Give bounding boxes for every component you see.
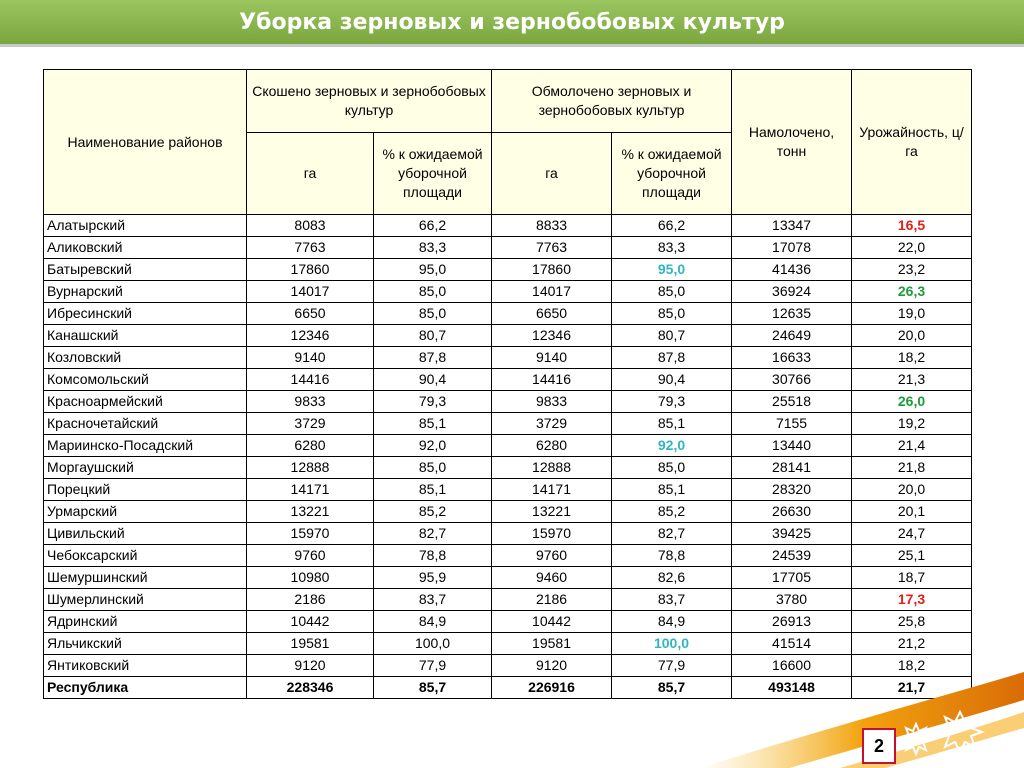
cell-yield: 18,7: [852, 567, 972, 589]
cell-thr-ha: 9760: [492, 545, 612, 567]
cell-name: Комсомольский: [44, 369, 247, 391]
cell-yield: 21,8: [852, 457, 972, 479]
cell-thr-pct: 85,0: [612, 457, 732, 479]
cell-mowed-pct: 82,7: [374, 523, 492, 545]
cell-name: Вурнарский: [44, 281, 247, 303]
cell-yield: 21,4: [852, 435, 972, 457]
cell-yield: 24,7: [852, 523, 972, 545]
cell-name: Канашский: [44, 325, 247, 347]
cell-thr-pct: 82,7: [612, 523, 732, 545]
cell-thr-pct: 87,8: [612, 347, 732, 369]
cell-thr-pct: 79,3: [612, 391, 732, 413]
cell-thr-pct: 66,2: [612, 215, 732, 237]
cell-mowed-pct: 95,9: [374, 567, 492, 589]
cell-yield: 18,2: [852, 347, 972, 369]
cell-thr-ha: 19581: [492, 633, 612, 655]
cell-thr-pct: 100,0: [612, 633, 732, 655]
cell-mowed-ha: 3729: [247, 413, 374, 435]
cell-thr-ha: 12888: [492, 457, 612, 479]
cell-thr-ha: 12346: [492, 325, 612, 347]
cell-thr-ha: 9833: [492, 391, 612, 413]
cell-yield: 23,2: [852, 259, 972, 281]
cell-thr-ha: 2186: [492, 589, 612, 611]
cell-name: Аликовский: [44, 237, 247, 259]
cell-thr-pct: 78,8: [612, 545, 732, 567]
cell-tons: 30766: [732, 369, 852, 391]
cell-name: Республика: [44, 677, 247, 699]
cell-tons: 13440: [732, 435, 852, 457]
cell-thr-pct: 92,0: [612, 435, 732, 457]
cell-yield: 18,2: [852, 655, 972, 677]
cell-thr-pct: 85,7: [612, 677, 732, 699]
cell-mowed-ha: 10442: [247, 611, 374, 633]
cell-thr-ha: 9140: [492, 347, 612, 369]
cell-tons: 41514: [732, 633, 852, 655]
cell-mowed-pct: 85,0: [374, 457, 492, 479]
cell-mowed-ha: 15970: [247, 523, 374, 545]
header-district: Наименование районов: [44, 70, 247, 215]
cell-thr-ha: 226916: [492, 677, 612, 699]
cell-thr-pct: 85,0: [612, 303, 732, 325]
cell-thr-pct: 95,0: [612, 259, 732, 281]
cell-mowed-pct: 80,7: [374, 325, 492, 347]
cell-mowed-pct: 85,1: [374, 413, 492, 435]
cell-mowed-pct: 84,9: [374, 611, 492, 633]
cell-yield: 22,0: [852, 237, 972, 259]
cell-yield: 25,1: [852, 545, 972, 567]
cell-mowed-ha: 14017: [247, 281, 374, 303]
cell-thr-ha: 7763: [492, 237, 612, 259]
cell-name: Красночетайский: [44, 413, 247, 435]
cell-mowed-pct: 85,7: [374, 677, 492, 699]
cell-tons: 25518: [732, 391, 852, 413]
cell-mowed-pct: 100,0: [374, 633, 492, 655]
cell-tons: 26630: [732, 501, 852, 523]
cell-thr-pct: 85,1: [612, 413, 732, 435]
cell-mowed-ha: 9120: [247, 655, 374, 677]
cell-name: Ядринский: [44, 611, 247, 633]
cell-yield: 21,2: [852, 633, 972, 655]
cell-mowed-pct: 92,0: [374, 435, 492, 457]
cell-thr-ha: 6650: [492, 303, 612, 325]
cell-name: Шемуршинский: [44, 567, 247, 589]
cell-thr-ha: 3729: [492, 413, 612, 435]
header-mowed-ha: га: [247, 133, 374, 215]
cell-thr-pct: 85,1: [612, 479, 732, 501]
cell-tons: 39425: [732, 523, 852, 545]
cell-mowed-ha: 14416: [247, 369, 374, 391]
cell-thr-ha: 9460: [492, 567, 612, 589]
cell-name: Красноармейский: [44, 391, 247, 413]
cell-mowed-pct: 66,2: [374, 215, 492, 237]
slide-title: Уборка зерновых и зернобобовых культур: [239, 9, 785, 35]
header-threshed: Обмолочено зерновых и зернобобовых культур: [492, 70, 732, 133]
cell-thr-ha: 14416: [492, 369, 612, 391]
header-harvested: Намолочено, тонн: [732, 70, 852, 215]
cell-tons: 26913: [732, 611, 852, 633]
cell-thr-pct: 85,2: [612, 501, 732, 523]
cell-name: Батыревский: [44, 259, 247, 281]
cell-thr-ha: 17860: [492, 259, 612, 281]
cell-yield: 16,5: [852, 215, 972, 237]
cell-yield: 26,0: [852, 391, 972, 413]
cell-thr-pct: 83,3: [612, 237, 732, 259]
cell-mowed-pct: 95,0: [374, 259, 492, 281]
cell-mowed-ha: 8083: [247, 215, 374, 237]
cell-tons: 493148: [732, 677, 852, 699]
cell-yield: 19,2: [852, 413, 972, 435]
cell-tons: 17078: [732, 237, 852, 259]
cell-thr-pct: 90,4: [612, 369, 732, 391]
cell-mowed-pct: 83,3: [374, 237, 492, 259]
cell-mowed-ha: 2186: [247, 589, 374, 611]
cell-mowed-ha: 7763: [247, 237, 374, 259]
cell-mowed-pct: 77,9: [374, 655, 492, 677]
cell-tons: 24649: [732, 325, 852, 347]
cell-tons: 12635: [732, 303, 852, 325]
cell-mowed-pct: 90,4: [374, 369, 492, 391]
cell-thr-ha: 6280: [492, 435, 612, 457]
cell-mowed-ha: 14171: [247, 479, 374, 501]
cell-mowed-pct: 85,2: [374, 501, 492, 523]
header-mowed: Скошено зерновых и зернобобовых культур: [247, 70, 492, 133]
cell-mowed-ha: 228346: [247, 677, 374, 699]
cell-mowed-ha: 10980: [247, 567, 374, 589]
cell-name: Чебоксарский: [44, 545, 247, 567]
cell-yield: 25,8: [852, 611, 972, 633]
cell-thr-pct: 82,6: [612, 567, 732, 589]
cell-thr-ha: 9120: [492, 655, 612, 677]
cell-mowed-pct: 85,0: [374, 303, 492, 325]
header-threshed-pct: % к ожидаемой уборочной площади: [612, 133, 732, 215]
cell-mowed-ha: 9140: [247, 347, 374, 369]
cell-name: Алатырский: [44, 215, 247, 237]
cell-mowed-ha: 13221: [247, 501, 374, 523]
cell-yield: 21,7: [852, 677, 972, 699]
cell-mowed-ha: 9760: [247, 545, 374, 567]
cell-tons: 24539: [732, 545, 852, 567]
cell-mowed-pct: 79,3: [374, 391, 492, 413]
cell-mowed-ha: 12346: [247, 325, 374, 347]
page-number: 2: [862, 728, 896, 764]
cell-thr-pct: 83,7: [612, 589, 732, 611]
cell-thr-ha: 15970: [492, 523, 612, 545]
cell-name: Цивильский: [44, 523, 247, 545]
cell-thr-ha: 14017: [492, 281, 612, 303]
cell-mowed-ha: 19581: [247, 633, 374, 655]
cell-mowed-pct: 83,7: [374, 589, 492, 611]
cell-name: Шумерлинский: [44, 589, 247, 611]
cell-thr-pct: 77,9: [612, 655, 732, 677]
cell-yield: 26,3: [852, 281, 972, 303]
cell-tons: 7155: [732, 413, 852, 435]
cell-name: Моргаушский: [44, 457, 247, 479]
cell-mowed-pct: 87,8: [374, 347, 492, 369]
cell-mowed-ha: 17860: [247, 259, 374, 281]
cell-mowed-ha: 6280: [247, 435, 374, 457]
cell-tons: 17705: [732, 567, 852, 589]
cell-yield: 17,3: [852, 589, 972, 611]
cell-thr-pct: 84,9: [612, 611, 732, 633]
cell-mowed-ha: 12888: [247, 457, 374, 479]
cell-name: Порецкий: [44, 479, 247, 501]
cell-yield: 21,3: [852, 369, 972, 391]
cell-tons: 3780: [732, 589, 852, 611]
cell-tons: 41436: [732, 259, 852, 281]
cell-mowed-pct: 85,0: [374, 281, 492, 303]
cell-name: Яльчикский: [44, 633, 247, 655]
cell-name: Урмарский: [44, 501, 247, 523]
cell-thr-ha: 14171: [492, 479, 612, 501]
header-yield: Урожайность, ц/га: [852, 70, 972, 215]
cell-mowed-pct: 85,1: [374, 479, 492, 501]
cell-tons: 16633: [732, 347, 852, 369]
cell-yield: 20,0: [852, 479, 972, 501]
cell-thr-ha: 10442: [492, 611, 612, 633]
cell-thr-pct: 85,0: [612, 281, 732, 303]
cell-tons: 13347: [732, 215, 852, 237]
cell-name: Янтиковский: [44, 655, 247, 677]
header-threshed-ha: га: [492, 133, 612, 215]
cell-mowed-ha: 6650: [247, 303, 374, 325]
cell-thr-ha: 13221: [492, 501, 612, 523]
cell-thr-ha: 8833: [492, 215, 612, 237]
cell-mowed-pct: 78,8: [374, 545, 492, 567]
cell-name: Козловский: [44, 347, 247, 369]
cell-mowed-ha: 9833: [247, 391, 374, 413]
cell-name: Ибресинский: [44, 303, 247, 325]
cell-tons: 28320: [732, 479, 852, 501]
cell-yield: 19,0: [852, 303, 972, 325]
cell-thr-pct: 80,7: [612, 325, 732, 347]
cell-tons: 28141: [732, 457, 852, 479]
header-mowed-pct: % к ожидаемой уборочной площади: [374, 133, 492, 215]
cell-name: Мариинско-Посадский: [44, 435, 247, 457]
cell-tons: 16600: [732, 655, 852, 677]
cell-yield: 20,1: [852, 501, 972, 523]
cell-yield: 20,0: [852, 325, 972, 347]
cell-tons: 36924: [732, 281, 852, 303]
